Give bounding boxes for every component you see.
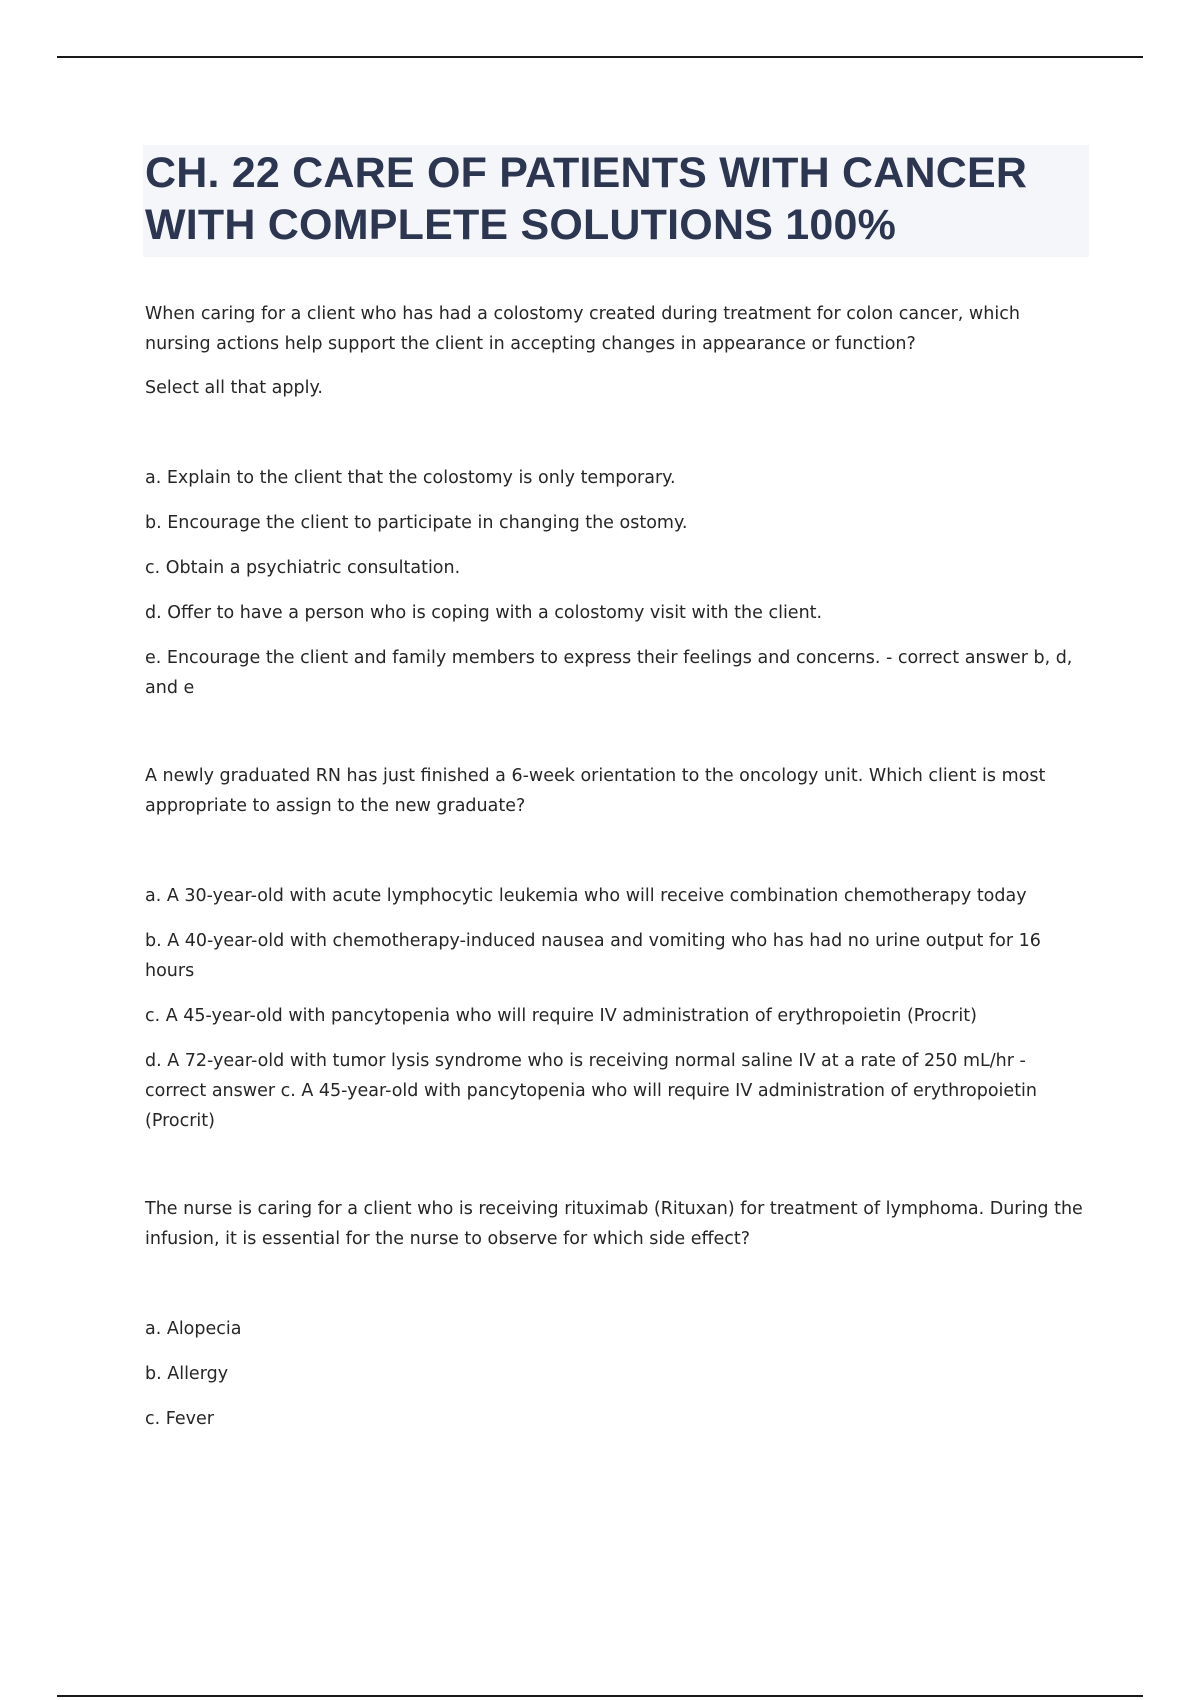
spacer: [145, 417, 1089, 463]
question-3: [145, 1194, 1089, 1434]
question-stem: A newly graduated RN has just finished a 6-week orientation to the oncology unit. Which client is most appropriate to assign to the new graduate?: [145, 766, 1046, 816]
answer-option-b: b. Encourage the client to participate in changing the ostomy.: [145, 513, 688, 533]
question-stem: The nurse is caring for a client who is receiving rituximab (Rituxan) for treatment of lymphoma. During the infusion, it is essential for the nurse to observe for which side effect?: [145, 1199, 1083, 1249]
title-block: [143, 145, 1089, 257]
question-instruction: Select all that apply.: [145, 378, 323, 398]
answer-option-a: a. Explain to the client that the colostomy is only temporary.: [145, 468, 676, 488]
answer-option-c: c. A 45-year-old with pancytopenia who will require IV administration of erythropoietin (Procrit): [145, 1006, 977, 1026]
header-rule: [57, 56, 1143, 58]
answer-option-c: c. Fever: [145, 1409, 214, 1429]
spacer: [145, 835, 1089, 881]
footer-rule: [57, 1695, 1143, 1697]
question-2: [145, 761, 1089, 1136]
question-1: [145, 299, 1089, 703]
document-title: CH. 22 CARE OF PATIENTS WITH CANCER WITH COMPLETE SOLUTIONS 100%: [145, 149, 1028, 249]
answer-option-b: b. Allergy: [145, 1364, 229, 1384]
answer-option-d: d. Offer to have a person who is coping with a colostomy visit with the client.: [145, 603, 823, 623]
answer-option-d: d. A 72-year-old with tumor lysis syndrome who is receiving normal saline IV at a rate of 250 mL/hr - correct answer c. A 45-year-old with pancytopenia who will require IV administration of erythropoietin (Procrit): [145, 1051, 1038, 1131]
question-stem: When caring for a client who has had a colostomy created during treatment for colon cancer, which nursing actions help support the client in accepting changes in appearance or function?: [145, 304, 1020, 354]
answer-option-a: a. A 30-year-old with acute lymphocytic leukemia who will receive combination chemotherapy today: [145, 886, 1027, 906]
document-body: [145, 145, 1089, 1449]
answer-option-c: c. Obtain a psychiatric consultation.: [145, 558, 461, 578]
answer-option-b: b. A 40-year-old with chemotherapy-induced nausea and vomiting who has had no urine output for 16 hours: [145, 931, 1041, 981]
spacer: [145, 1268, 1089, 1314]
answer-option-e: e. Encourage the client and family members to express their feelings and concerns. - correct answer b, d, and e: [145, 648, 1073, 698]
answer-option-a: a. Alopecia: [145, 1319, 242, 1339]
